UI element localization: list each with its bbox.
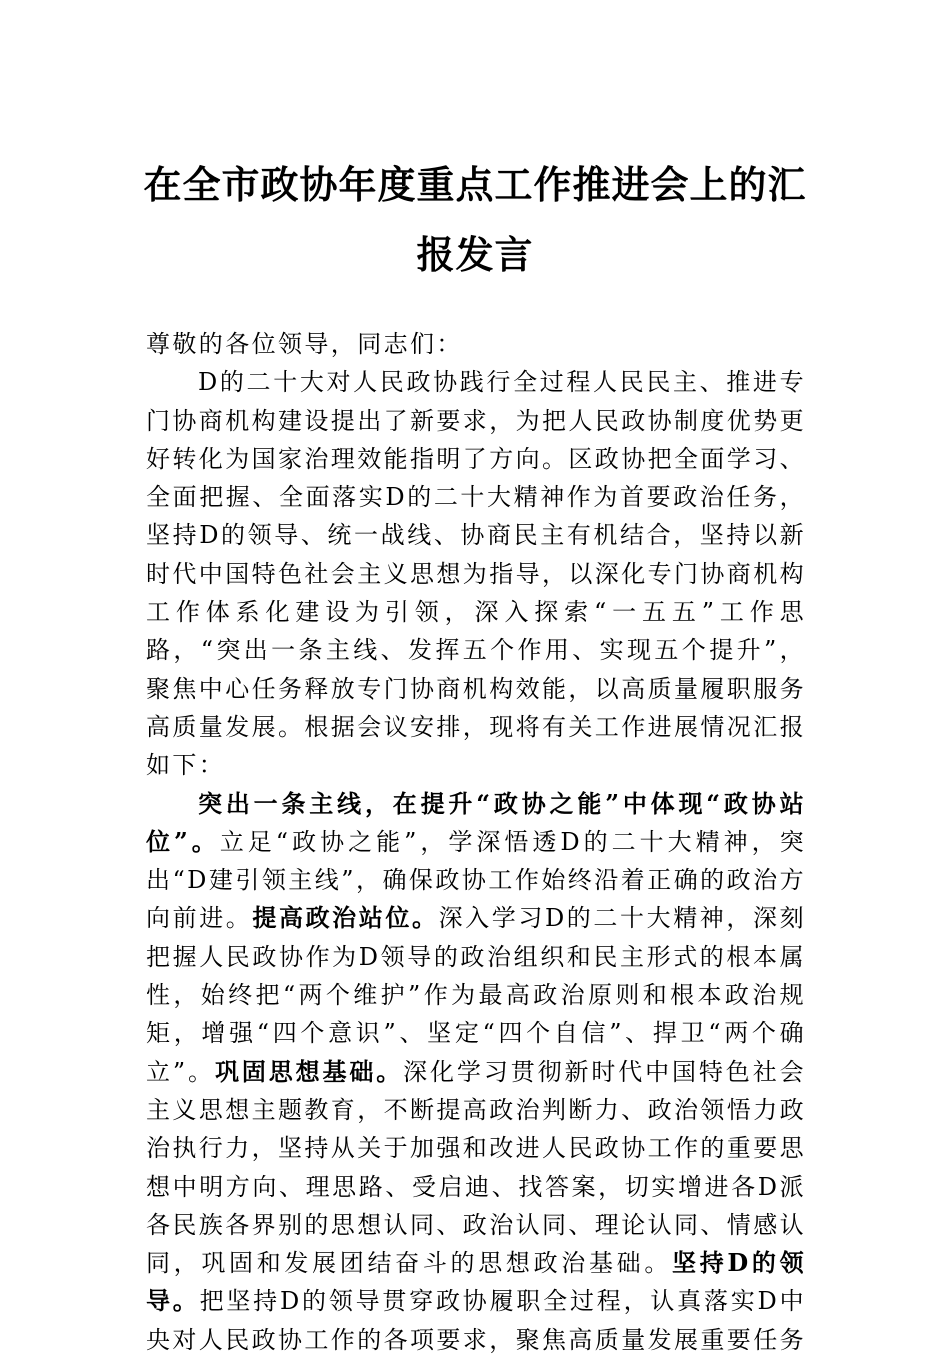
document-title: 在全市政协年度重点工作推进会上的汇报发言 — [143, 162, 807, 277]
paragraph-main-line — [146, 785, 806, 1359]
subheading-political-stance-text: 深入学习D的二十大精神，深刻把握人民政协作为D领导的政治组织和民主形式的根本属性，始终把“两个维护”作为最高政治原则和根本政治规矩，增强“四个意识”、坚定“四个自信”、捍卫“两个确立”。 — [146, 904, 806, 1086]
section-text: 立足“政协之能”，学深悟透D的二十大精神，突出“D建引领主线”，确保政协工作始终沿着正确的政治方向前进。 — [146, 827, 806, 933]
paragraph-intro: D的二十大对人民政协践行全过程人民民主、推进专门协商机构建设提出了新要求，为把人民政协制度优势更好转化为国家治理效能指明了方向。区政协把全面学习、全面把握、全面落实D的二十大精神作为首要政治任务，坚持D的领导、统一战线、协商民主有机结合，坚持以新时代中国特色社会主义思想为指导，以深化专门协商机构工作体系化建设为引领，深入探索“一五五”工作思路，“突出一条主线、发挥五个作用、实现五个提升”，聚焦中心任务释放专门协商机构效能，以高质量履职服务高质量发展。根据会议安排，现将有关工作进展情况汇报如下： — [146, 368, 806, 780]
section-heading: 突出一条主线，在提升“政协之能”中体现“政协站位”。 — [146, 788, 806, 856]
salutation: 尊敬的各位领导，同志们： — [146, 330, 463, 358]
subheading-political-stance: 提高政治站位。 — [252, 903, 439, 933]
subheading-ideological-foundation-text: 深化学习贯彻新时代中国特色社会主义思想主题教育，不断提高政治判断力、政治领悟力政治执行力，坚持从关于加强和改进人民政协工作的重要思想中明方向、理思路、受启迪、找答案，切实增进各D派各民族各界别的思想认同、政治认同、理论认同、情感认同，巩固和发展团结奋斗的思想政治基础。 — [146, 1057, 806, 1278]
document-body — [146, 325, 806, 1359]
subheading-ideological-foundation: 巩固思想基础。 — [214, 1056, 404, 1086]
subheading-leadership: 坚持D的领导。 — [146, 1248, 807, 1316]
subheading-leadership-text: 把坚持D的领导贯穿政协履职全过程，认真落实D中央对人民政协工作的各项要求，聚焦高质量发展重要任务 — [146, 1287, 806, 1354]
